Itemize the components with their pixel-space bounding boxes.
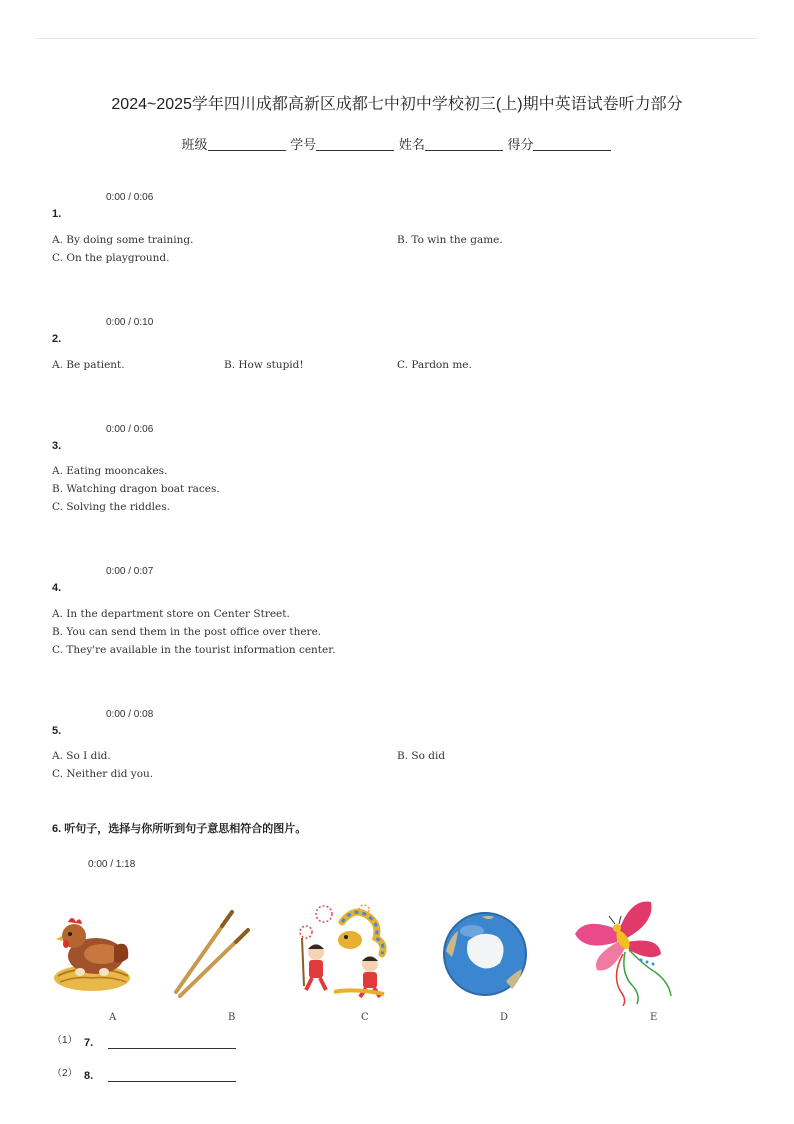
score-blank[interactable] <box>533 136 611 151</box>
picture-label-a: A <box>109 1012 117 1023</box>
q4-option-b[interactable]: B. You can send them in the post office over there. <box>52 626 322 638</box>
answer-line-8[interactable] <box>108 1081 236 1082</box>
subquestion-1-paren: （1） <box>52 1035 78 1046</box>
picture-label-c: C <box>361 1012 369 1023</box>
student-id-blank[interactable] <box>316 136 394 151</box>
class-label: 班级 <box>181 137 208 152</box>
q5-option-b[interactable]: B. So did <box>397 750 446 762</box>
top-divider <box>36 38 758 39</box>
question-number-4: 4. <box>52 582 62 594</box>
audio-player-q1[interactable]: 0:00 / 0:06 <box>106 192 154 203</box>
student-info-row <box>0 134 794 153</box>
audio-player-q6[interactable]: 0:00 / 1:18 <box>88 859 136 870</box>
subquestion-1-number: 7. <box>84 1037 94 1049</box>
q5-option-a[interactable]: A. So I did. <box>52 750 111 762</box>
score-label: 得分 <box>507 137 534 152</box>
answer-line-7[interactable] <box>108 1048 236 1049</box>
dragon-dance-icon <box>294 902 394 1000</box>
q1-option-a[interactable]: A. By doing some training. <box>52 234 194 246</box>
picture-label-b: B <box>228 1012 236 1023</box>
question-6-instruction: 6. 听句子，选择与你所听到句子意思相符合的图片。 <box>52 823 307 835</box>
q3-option-c[interactable]: C. Solving the riddles. <box>52 501 170 513</box>
q4-option-a[interactable]: A. In the department store on Center Street. <box>52 608 290 620</box>
class-blank[interactable] <box>208 136 286 151</box>
q2-option-a[interactable]: A. Be patient. <box>52 359 125 371</box>
picture-label-d: D <box>500 1012 509 1023</box>
q2-option-c[interactable]: C. Pardon me. <box>397 359 472 371</box>
audio-player-q5[interactable]: 0:00 / 0:08 <box>106 709 154 720</box>
subquestion-2-number: 8. <box>84 1070 94 1082</box>
q5-option-c[interactable]: C. Neither did you. <box>52 768 154 780</box>
q1-option-b[interactable]: B. To win the game. <box>397 234 503 246</box>
question-number-3: 3. <box>52 440 62 452</box>
question-number-5: 5. <box>52 725 62 737</box>
q3-option-a[interactable]: A. Eating mooncakes. <box>52 465 168 477</box>
question-number-1: 1. <box>52 208 62 220</box>
student-id-label: 学号 <box>290 137 317 152</box>
q2-option-b[interactable]: B. How stupid! <box>224 359 304 371</box>
audio-player-q2[interactable]: 0:00 / 0:10 <box>106 317 154 328</box>
subquestion-2-paren: （2） <box>52 1068 78 1079</box>
name-label: 姓名 <box>398 137 425 152</box>
audio-player-q4[interactable]: 0:00 / 0:07 <box>106 566 154 577</box>
kite-icon <box>571 896 681 1006</box>
chopsticks-icon <box>170 908 254 998</box>
name-blank[interactable] <box>425 136 503 151</box>
q3-option-b[interactable]: B. Watching dragon boat races. <box>52 483 220 495</box>
q1-option-c[interactable]: C. On the playground. <box>52 252 170 264</box>
q4-option-c[interactable]: C. They're available in the tourist information center. <box>52 644 336 656</box>
question-number-2: 2. <box>52 333 62 345</box>
page-title: 2024~2025学年四川成都高新区成都七中初中学校初三(上)期中英语试卷听力部分 <box>111 96 683 113</box>
hen-icon <box>52 908 134 994</box>
audio-player-q3[interactable]: 0:00 / 0:06 <box>106 424 154 435</box>
picture-label-e: E <box>650 1012 658 1023</box>
globe-icon <box>442 911 528 997</box>
